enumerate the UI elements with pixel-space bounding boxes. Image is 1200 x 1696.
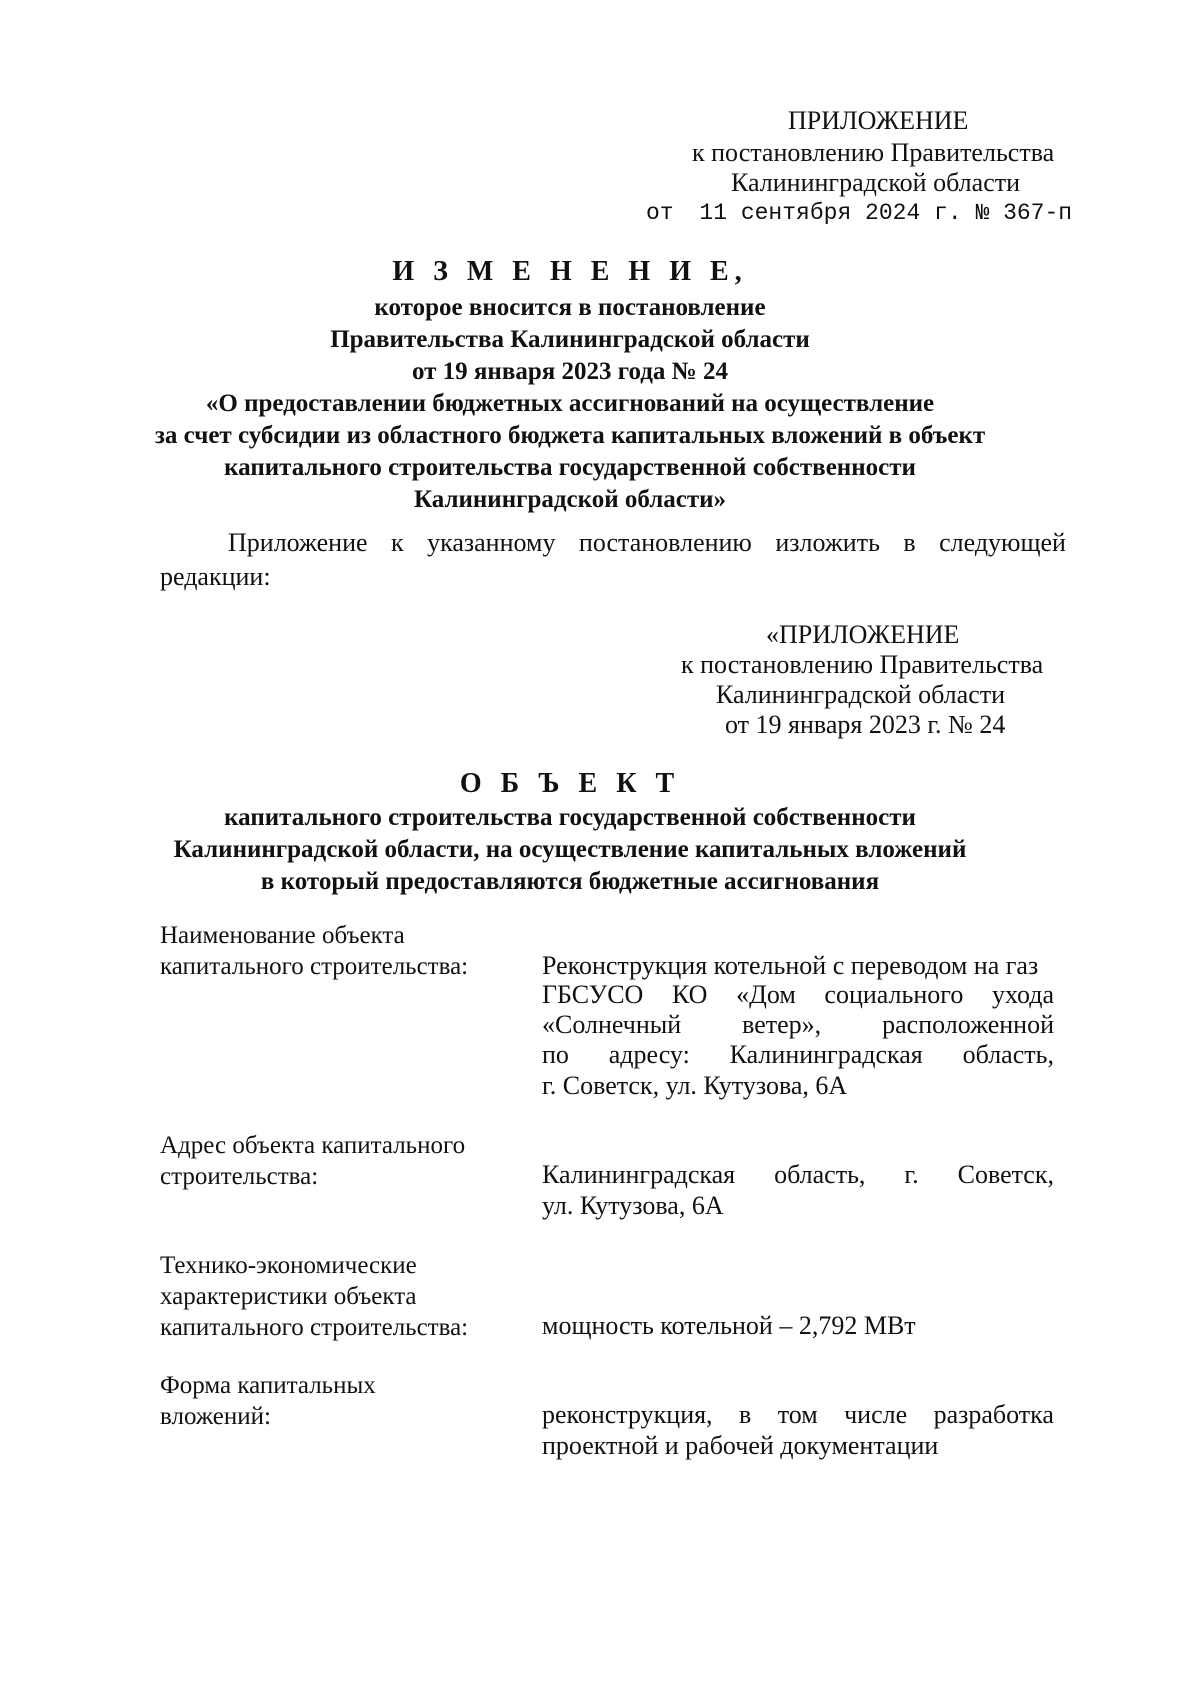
object-heading-line: в который предоставляются бюджетные ассигнования: [260, 868, 880, 895]
object-heading-line: Калининградской области, на осуществление капитальных вложений: [173, 836, 967, 863]
change-heading-line: за счет субсидии из областного бюджета капитальных вложений в объект: [154, 422, 986, 449]
new-appendix-line-3: от 19 января 2023 г. № 24: [725, 710, 1006, 739]
address-value-line: ул. Кутузова, 6А: [542, 1191, 724, 1220]
address-label: [160, 1130, 465, 1192]
appendix-date: [646, 200, 1072, 226]
name-value-word: расположенной: [882, 1010, 1054, 1039]
intro-line-2: редакции:: [160, 562, 271, 591]
intro-word: следующей: [939, 528, 1066, 557]
name-value-word: «Солнечный: [542, 1010, 682, 1039]
form-label-line: Форма капитальных: [160, 1372, 376, 1399]
name-value-word: адресу:: [608, 1040, 690, 1069]
name-value-word: по: [542, 1040, 569, 1069]
name-value-line: [542, 1010, 1054, 1040]
name-value-word: Калининградская: [729, 1040, 923, 1069]
object-title: О Б Ъ Е К Т: [459, 768, 681, 799]
address-label-line: Адрес объекта капитального: [160, 1132, 466, 1159]
appendix-line-2: Калининградской области: [731, 168, 1021, 197]
form-value-word: том: [777, 1400, 818, 1429]
name-value-line: г. Советск, ул. Кутузова, 6А: [542, 1071, 848, 1100]
form-value-word: реконструкция,: [542, 1400, 713, 1429]
change-heading: [150, 256, 990, 516]
name-value-line: Реконструкция котельной с переводом на газ: [542, 951, 1039, 980]
intro-line-1: [228, 528, 1066, 558]
intro-word: в: [903, 528, 916, 557]
change-heading-line: Калининградской области»: [413, 486, 727, 513]
intro-word: к: [391, 528, 404, 557]
object-heading: [150, 768, 990, 898]
name-value-word: КО: [671, 980, 708, 1009]
name-label-line: Наименование объекта: [160, 922, 405, 949]
address-label-line: строительства:: [160, 1163, 319, 1190]
change-heading-line: Правительства Калининградской области: [330, 326, 810, 353]
name-label-line: капитального строительства:: [160, 953, 469, 980]
address-value-line: [542, 1160, 1054, 1190]
intro-word: указанному: [427, 528, 556, 557]
new-appendix-title: «ПРИЛОЖЕНИЕ: [766, 620, 960, 649]
tech-label-line: капитального строительства:: [160, 1314, 469, 1341]
change-heading-line: капитального строительства государственной собственности: [224, 454, 916, 481]
change-heading-line: которое вносится в постановление: [374, 294, 766, 321]
address-value-word: область,: [774, 1160, 866, 1189]
form-value-word: числе: [844, 1400, 908, 1429]
change-title: И З М Е Н Е Н И Е,: [392, 256, 748, 287]
intro-word: Приложение: [228, 528, 368, 557]
tech-label-line: характеристики объекта: [160, 1283, 417, 1310]
name-value-word: область,: [962, 1040, 1054, 1069]
appendix-date-prefix: от: [646, 200, 674, 226]
new-appendix-line-2: Калининградской области: [716, 680, 1006, 709]
appendix-title: ПРИЛОЖЕНИЕ: [788, 106, 969, 135]
form-value-line: проектной и рабочей документации: [542, 1431, 939, 1460]
name-value-word: ухода: [991, 980, 1054, 1009]
appendix-line-1: к постановлению Правительства: [692, 138, 1055, 167]
tech-label-line: Технико-экономические: [160, 1252, 417, 1279]
address-value-word: г.: [904, 1160, 919, 1189]
address-value-word: Советск,: [957, 1160, 1054, 1189]
new-appendix-line-1: к постановлению Правительства: [681, 650, 1044, 679]
name-value-word: социального: [824, 980, 964, 1009]
form-value-word: разработка: [933, 1400, 1054, 1429]
name-value-word: ветер»,: [742, 1010, 822, 1039]
change-heading-line: «О предоставлении бюджетных ассигнований на осуществление: [205, 390, 935, 417]
name-label: [160, 920, 468, 982]
name-value-line: [542, 980, 1054, 1010]
form-value-line: [542, 1400, 1054, 1430]
name-value-word: ГБСУСО: [542, 980, 644, 1009]
name-value-word: «Дом: [736, 980, 796, 1009]
form-label-line: вложений:: [160, 1403, 271, 1430]
form-value-word: в: [738, 1400, 752, 1429]
address-value-word: Калининградская: [542, 1160, 736, 1189]
tech-label: [160, 1250, 468, 1343]
object-heading-line: капитального строительства государственной собственности: [224, 804, 916, 831]
name-value-line: [542, 1040, 1054, 1070]
change-heading-line: от 19 января 2023 года № 24: [411, 358, 729, 385]
intro-word: постановлению: [578, 528, 752, 557]
tech-value: мощность котельной – 2,792 МВт: [542, 1311, 916, 1340]
appendix-date-value: 11 сентября 2024 г. № 367-п: [699, 200, 1073, 226]
intro-word: изложить: [775, 528, 880, 557]
form-label: [160, 1370, 376, 1432]
